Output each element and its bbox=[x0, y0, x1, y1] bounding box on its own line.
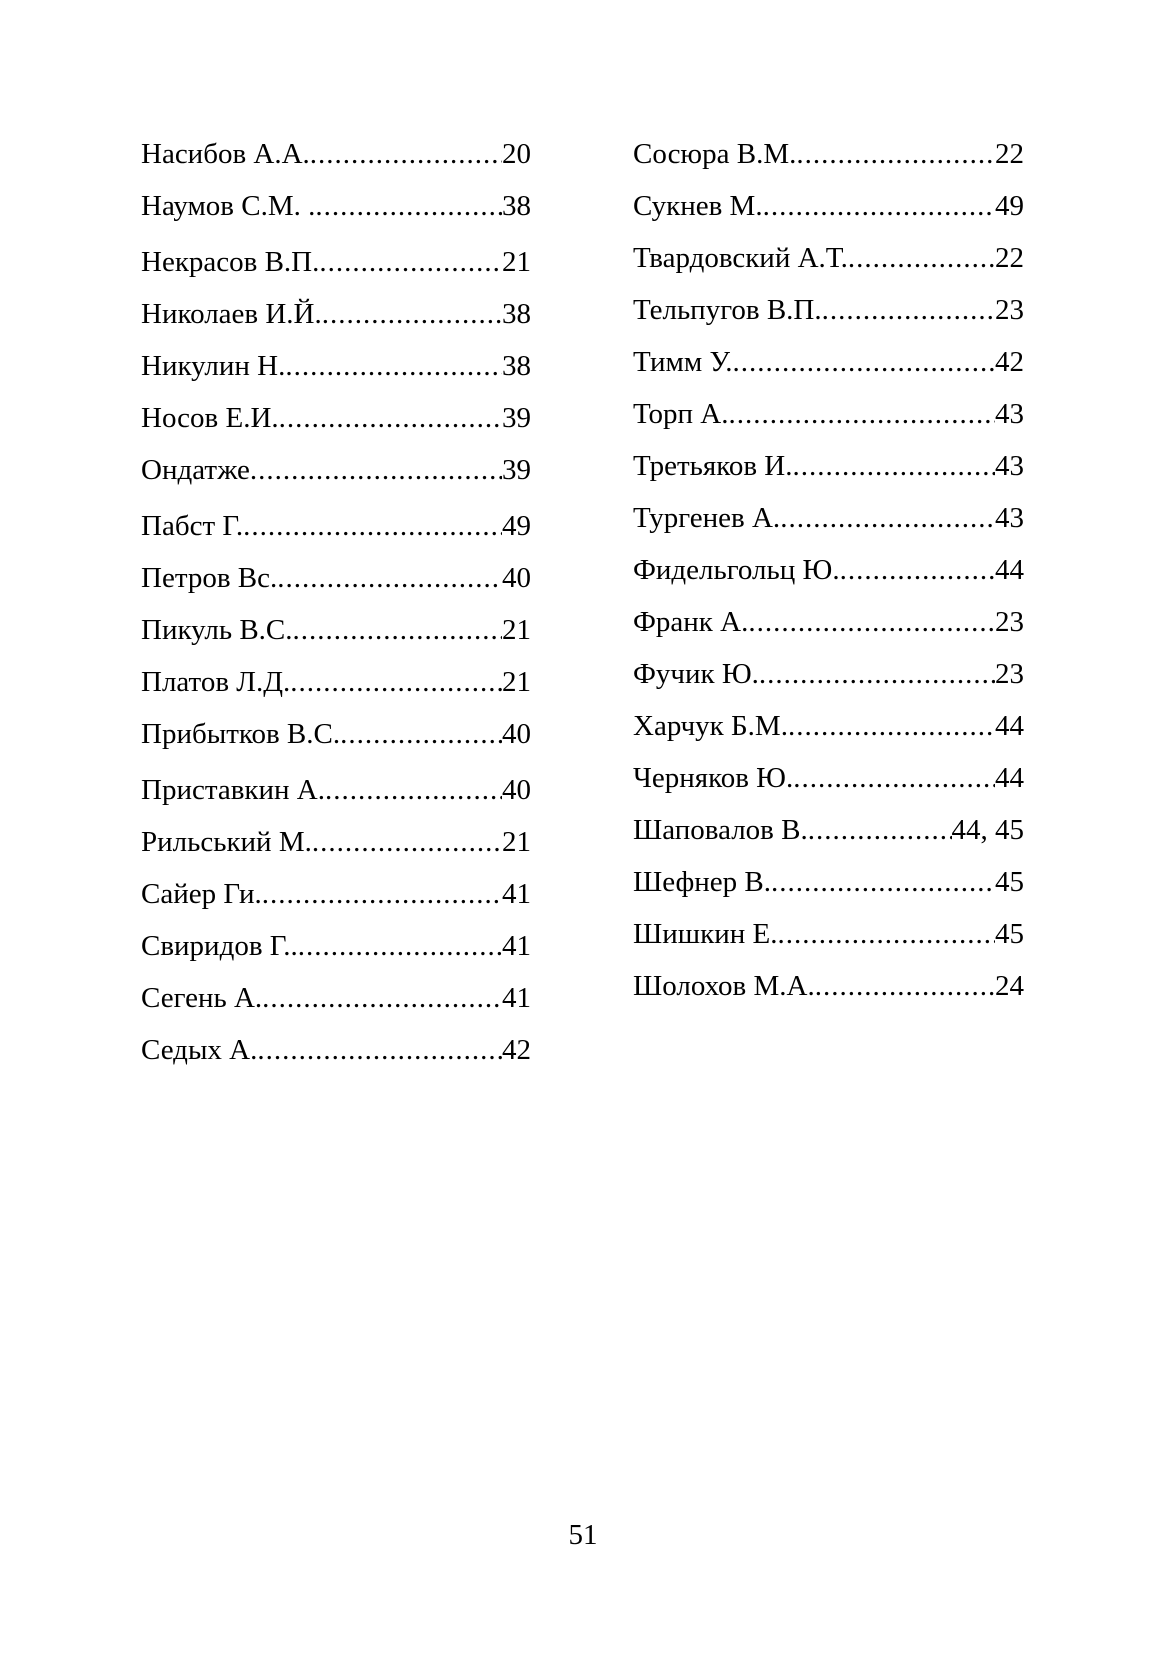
entry-pages: 21 bbox=[502, 666, 531, 698]
entry-pages: 49 bbox=[995, 190, 1024, 222]
dot-leader bbox=[262, 980, 502, 1016]
dot-leader bbox=[815, 968, 995, 1004]
dot-leader bbox=[319, 244, 502, 280]
entry-name: Пикуль В.С. bbox=[141, 614, 293, 646]
entry-name: Сукнев М. bbox=[633, 190, 763, 222]
entry-name: Пабст Г. bbox=[141, 510, 244, 542]
index-entry bbox=[141, 612, 531, 664]
entry-name: Седых А. bbox=[141, 1034, 258, 1066]
index-entry bbox=[633, 552, 1024, 604]
entry-name: Петров Вс. bbox=[141, 562, 278, 594]
entry-name: Фидельгольц Ю. bbox=[633, 554, 840, 586]
dot-leader bbox=[285, 348, 502, 384]
entry-name: Фучик Ю. bbox=[633, 658, 759, 690]
entry-name: Свиридов Г.. bbox=[141, 930, 298, 962]
index-entry bbox=[633, 916, 1024, 968]
index-entry bbox=[633, 448, 1024, 500]
index-entry bbox=[141, 508, 531, 560]
entry-name: Прибытков В.С. bbox=[141, 718, 341, 750]
index-entry bbox=[633, 812, 1024, 864]
page-number: 51 bbox=[568, 1519, 598, 1551]
entry-pages: 20 bbox=[502, 138, 531, 170]
entry-pages: 22 bbox=[995, 138, 1024, 170]
entry-name: Рильський М. bbox=[141, 826, 312, 858]
dot-leader bbox=[243, 508, 502, 544]
entry-name: Николаев И.Й. bbox=[141, 298, 322, 330]
index-entry bbox=[633, 396, 1024, 448]
entry-pages: 23 bbox=[995, 658, 1024, 690]
entry-name: Твардовский А.Т. bbox=[633, 242, 848, 274]
index-entry bbox=[141, 348, 531, 400]
dot-leader bbox=[310, 136, 502, 172]
entry-pages: 39 bbox=[502, 454, 531, 486]
index-entry bbox=[633, 240, 1024, 292]
index-entry bbox=[633, 968, 1024, 1020]
entry-name: Сегень А. bbox=[141, 982, 263, 1014]
entry-pages: 41 bbox=[502, 982, 531, 1014]
entry-pages: 45 bbox=[995, 918, 1024, 950]
dot-leader bbox=[340, 716, 502, 752]
dot-leader bbox=[298, 928, 502, 964]
index-entry bbox=[141, 928, 531, 980]
dot-leader bbox=[793, 760, 995, 796]
entry-pages: 21 bbox=[502, 246, 531, 278]
entry-pages: 23 bbox=[995, 606, 1024, 638]
entry-pages: 40 bbox=[502, 774, 531, 806]
entry-name: Сосюра В.М. bbox=[633, 138, 797, 170]
dot-leader bbox=[729, 396, 996, 432]
index-entry bbox=[141, 664, 531, 716]
index-entry bbox=[633, 500, 1024, 552]
entry-name: Шолохов М.А. bbox=[633, 970, 815, 1002]
entry-name: Шаповалов В. bbox=[633, 814, 808, 846]
dot-leader bbox=[312, 824, 502, 860]
index-entry bbox=[633, 292, 1024, 344]
index-column-right bbox=[633, 136, 1024, 1020]
index-entry bbox=[141, 876, 531, 928]
entry-pages: 40 bbox=[502, 718, 531, 750]
entry-pages: 38 bbox=[502, 350, 531, 382]
dot-leader bbox=[788, 708, 995, 744]
entry-pages: 44 bbox=[995, 554, 1024, 586]
entry-name: Шефнер В. bbox=[633, 866, 772, 898]
index-entry bbox=[633, 864, 1024, 916]
entry-name: Третьяков И. bbox=[633, 450, 793, 482]
entry-pages: 23 bbox=[995, 294, 1024, 326]
index-entry bbox=[633, 136, 1024, 188]
entry-name: Ондатже bbox=[141, 454, 250, 486]
dot-leader bbox=[848, 240, 995, 276]
entry-pages: 44 bbox=[995, 710, 1024, 742]
entry-pages: 22 bbox=[995, 242, 1024, 274]
dot-leader bbox=[293, 612, 503, 648]
index-entry bbox=[633, 344, 1024, 396]
entry-pages: 42 bbox=[502, 1034, 531, 1066]
dot-leader bbox=[777, 916, 995, 952]
entry-name: Приставкин А. bbox=[141, 774, 325, 806]
index-entry bbox=[141, 188, 531, 240]
entry-name: Тимм У. bbox=[633, 346, 733, 378]
index-entry bbox=[141, 136, 531, 188]
dot-leader bbox=[748, 604, 995, 640]
dot-leader bbox=[279, 400, 502, 436]
entry-name: Насибов А.А. bbox=[141, 138, 310, 170]
dot-leader bbox=[262, 876, 502, 912]
index-entry bbox=[633, 760, 1024, 812]
index-entry bbox=[633, 188, 1024, 240]
entry-name: Тургенев А. bbox=[633, 502, 781, 534]
entry-pages: 24 bbox=[995, 970, 1024, 1002]
index-entry bbox=[141, 452, 531, 504]
dot-leader bbox=[250, 452, 502, 488]
entry-name: Носов Е.И. bbox=[141, 402, 279, 434]
entry-name: Платов Л.Д. bbox=[141, 666, 291, 698]
dot-leader bbox=[277, 560, 502, 596]
index-entry bbox=[633, 708, 1024, 760]
dot-leader bbox=[792, 448, 995, 484]
entry-name: Черняков Ю. bbox=[633, 762, 794, 794]
dot-leader bbox=[771, 864, 995, 900]
entry-pages: 45 bbox=[995, 866, 1024, 898]
entry-name: Франк А. bbox=[633, 606, 749, 638]
dot-leader bbox=[808, 812, 952, 848]
entry-pages: 40 bbox=[502, 562, 531, 594]
entry-name: Никулин Н. bbox=[141, 350, 286, 382]
index-entry bbox=[141, 772, 531, 824]
dot-leader bbox=[780, 500, 995, 536]
entry-pages: 42 bbox=[995, 346, 1024, 378]
index-entry bbox=[141, 980, 531, 1032]
index-entry bbox=[141, 400, 531, 452]
entry-pages: 38 bbox=[502, 298, 531, 330]
dot-leader bbox=[322, 296, 502, 332]
index-entry bbox=[141, 244, 531, 296]
index-entry bbox=[633, 656, 1024, 708]
entry-pages: 43 bbox=[995, 450, 1024, 482]
dot-leader bbox=[763, 188, 995, 224]
entry-pages: 38 bbox=[502, 190, 531, 222]
entry-pages: 21 bbox=[502, 826, 531, 858]
index-entry bbox=[141, 1032, 531, 1084]
dot-leader bbox=[290, 664, 502, 700]
dot-leader bbox=[796, 136, 995, 172]
entry-pages: 41 bbox=[502, 878, 531, 910]
index-entry bbox=[141, 560, 531, 612]
entry-name: Некрасов В.П. bbox=[141, 246, 320, 278]
entry-pages: 44, 45 bbox=[951, 814, 1024, 846]
entry-name: Сайер Ги. bbox=[141, 878, 262, 910]
dot-leader bbox=[733, 344, 995, 380]
dot-leader bbox=[257, 1032, 502, 1068]
entry-name: Шишкин Е. bbox=[633, 918, 778, 950]
index-entry bbox=[633, 604, 1024, 656]
entry-pages: 41 bbox=[502, 930, 531, 962]
entry-name: Тельпугов В.П. bbox=[633, 294, 822, 326]
entry-pages: 39 bbox=[502, 402, 531, 434]
entry-pages: 49 bbox=[502, 510, 531, 542]
index-entry bbox=[141, 296, 531, 348]
entry-pages: 21 bbox=[502, 614, 531, 646]
dot-leader bbox=[759, 656, 995, 692]
entry-pages: 43 bbox=[995, 398, 1024, 430]
index-column-left bbox=[141, 136, 531, 1084]
entry-name: Наумов С.М. . bbox=[141, 190, 316, 222]
index-entry bbox=[141, 716, 531, 768]
dot-leader bbox=[325, 772, 502, 808]
dot-leader bbox=[840, 552, 995, 588]
index-entry bbox=[141, 824, 531, 876]
entry-name: Харчук Б.М. bbox=[633, 710, 788, 742]
entry-pages: 43 bbox=[995, 502, 1024, 534]
dot-leader bbox=[822, 292, 995, 328]
entry-name: Торп А. bbox=[633, 398, 729, 430]
entry-pages: 44 bbox=[995, 762, 1024, 794]
dot-leader bbox=[315, 188, 502, 224]
